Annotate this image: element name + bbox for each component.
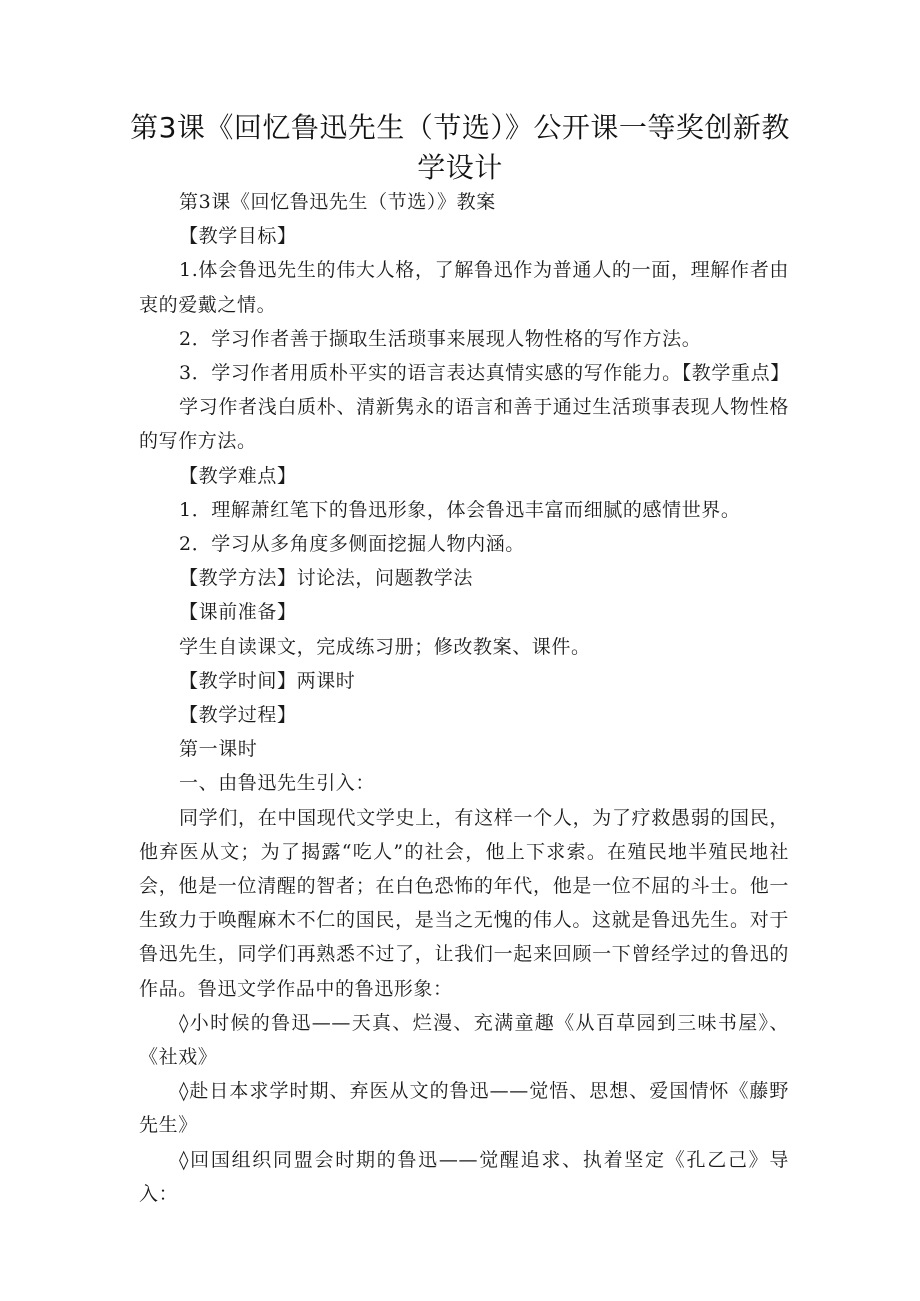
difficulty-item-2: 2．学习从多角度多侧面挖掘人物内涵。 — [179, 533, 525, 556]
section-time: 【教学时间】两课时 — [179, 669, 356, 692]
image-item-japan: ◊赴日本求学时期、弃医从文的鲁迅——觉悟、思想、爱国情怀《藤野先生》 — [139, 1080, 789, 1137]
document-title: 第3课《回忆鲁迅先生（节选）》公开课一等奖创新教学设计 — [130, 111, 790, 184]
step-one-heading: 一、由鲁迅先生引入： — [179, 772, 376, 795]
lesson-plan-heading: 第3课《回忆鲁迅先生（节选）》教案 — [179, 191, 496, 213]
section-process: 【教学过程】 — [179, 704, 297, 727]
image-item-return: ◊回国组织同盟会时期的鲁迅——觉醒追求、执着坚定《孔乙己》导入： — [139, 1148, 789, 1205]
document-body — [139, 185, 789, 1211]
first-lesson-heading: 第一课时 — [179, 738, 258, 761]
section-difficulties: 【教学难点】 — [179, 464, 297, 487]
section-methods: 【教学方法】讨论法，问题教学法 — [179, 567, 474, 590]
goal-item-1: 1.体会鲁迅先生的伟大人格，了解鲁迅作为普通人的一面，理解作者由衷的爱戴之情。 — [139, 259, 789, 316]
difficulty-item-1: 1．理解萧红笔下的鲁迅形象，体会鲁迅丰富而细腻的感情世界。 — [179, 498, 741, 521]
section-teaching-goals: 【教学目标】 — [179, 225, 297, 248]
goal-item-3: 3．学习作者用质朴平实的语言表达真情实感的写作能力。【教学重点】 — [179, 362, 790, 385]
section-preparation: 【课前准备】 — [179, 601, 297, 624]
image-item-childhood: ◊小时候的鲁迅——天真、烂漫、充满童趣《从百草园到三味书屋》、《社戏》 — [139, 1011, 789, 1069]
key-points-text: 学习作者浅白质朴、清新隽永的语言和善于通过生活琐事表现人物性格的写作方法。 — [139, 396, 789, 453]
preparation-text: 学生自读课文，完成练习册；修改教案、课件。 — [179, 635, 591, 658]
goal-item-2: 2．学习作者善于撷取生活琐事来展现人物性格的写作方法。 — [179, 327, 702, 350]
introduction-paragraph: 同学们，在中国现代文学史上，有这样一个人，为了疗救愚弱的国民，他弃医从文；为了揭露“吃人”的社会，他上下求索。在殖民地半殖民地社会，他是一位清醒的智者；在白色恐怖的年代，他是一位不屈的斗士。他一生致力于唤醒麻木不仁的国民，是当之无愧的伟人。这就是鲁迅先生。对于鲁迅先生，同学们再熟悉不过了，让我们一起来回顾一下曾经学过的鲁迅的作品。鲁迅文学作品中的鲁迅形象： — [139, 806, 789, 1000]
